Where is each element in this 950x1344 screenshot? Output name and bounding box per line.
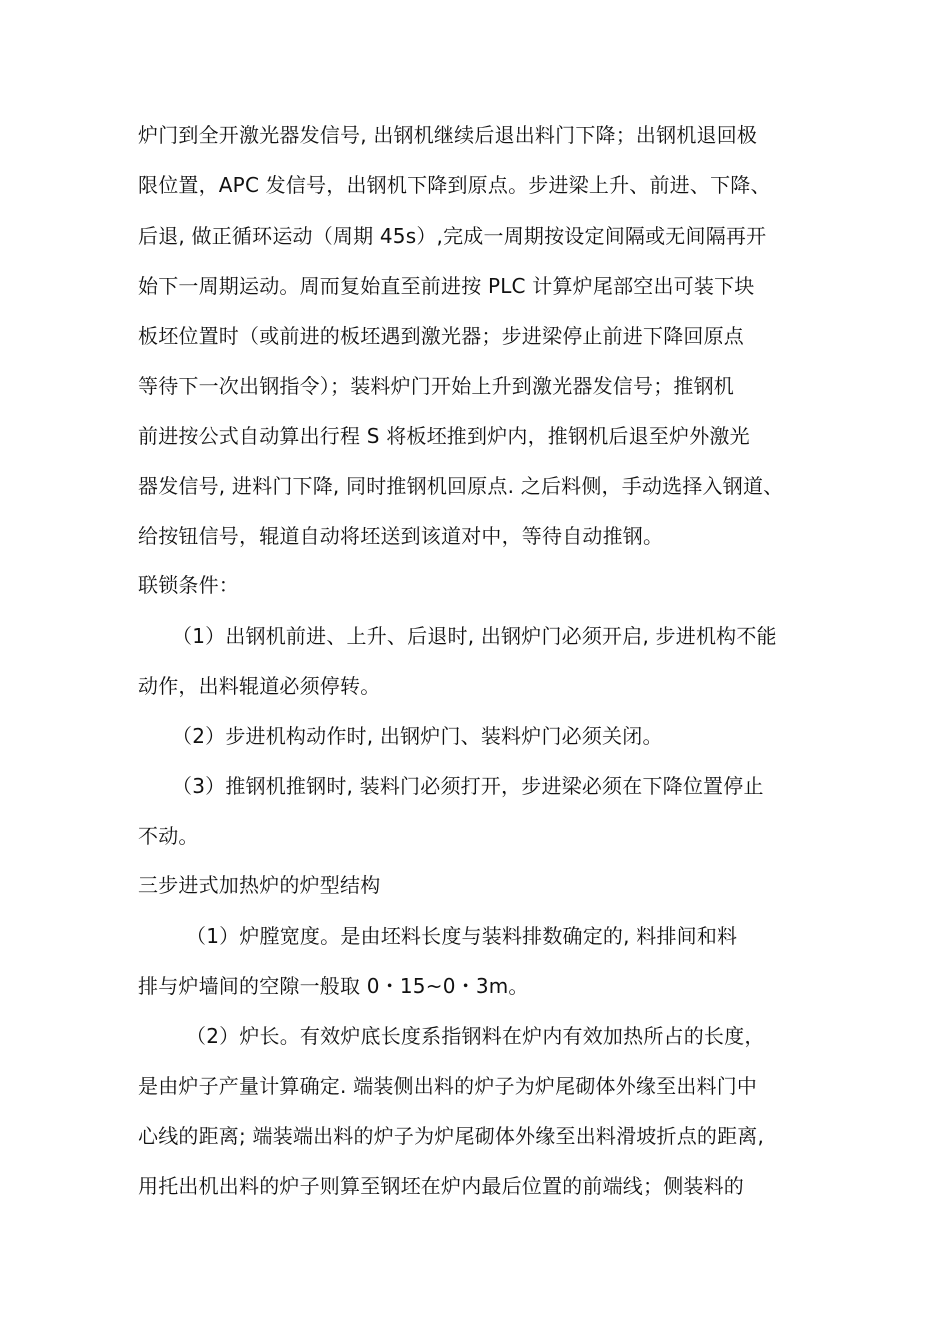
text-line: 是由炉子产量计算确定. 端装侧出料的炉子为炉尾砌体外缘至出料门中 [138,1074,758,1098]
text-line: 不动。 [138,824,199,848]
text-line: 限位置，APC 发信号，出钢机下降到原点。步进梁上升、前进、下降、 [138,173,771,197]
text-line: （2）步进机构动作时, 出钢炉门、装料炉门必须关闭。 [172,724,663,748]
text-line: 前进按公式自动算出行程 S 将板坯推到炉内，推钢机后退至炉外激光 [138,424,750,448]
text-line: （3）推钢机推钢时, 装料门必须打开，步进梁必须在下降位置停止 [172,774,764,798]
section-heading: 三步进式加热炉的炉型结构 [138,873,381,897]
text-line: 排与炉墙间的空隙一般取 0・15~0・3m。 [138,974,529,998]
text-line: 后退, 做正循环运动（周期 45s）,完成一周期按设定间隔或无间隔再开 [138,224,767,248]
text-line: （1）炉膛宽度。是由坯料长度与装料排数确定的, 料排间和料 [186,924,738,948]
text-line: 用托出机出料的炉子则算至钢坯在炉内最后位置的前端线；侧装料的 [138,1174,744,1198]
text-line: 板坯位置时（或前进的板坯遇到激光器；步进梁停止前进下降回原点 [138,324,744,348]
text-line: 器发信号, 进料门下降, 同时推钢机回原点. 之后料侧，手动选择入钢道、 [138,474,784,498]
text-line: （2）炉长。有效炉底长度系指钢料在炉内有效加热所占的长度， [186,1024,765,1048]
text-line: 动作，出料辊道必须停转。 [138,674,381,698]
text-line: 等待下一次出钢指令）；装料炉门开始上升到激光器发信号；推钢机 [138,374,734,398]
section-heading: 联锁条件： [138,573,239,597]
text-line: 给按钮信号，辊道自动将坯送到该道对中，等待自动推钢。 [138,524,664,548]
text-line: 心线的距离; 端装端出料的炉子为炉尾砌体外缘至出料滑坡折点的距离, [138,1124,765,1148]
text-line: 始下一周期运动。周而复始直至前进按 PLC 计算炉尾部空出可装下块 [138,274,755,298]
text-line: （1）出钢机前进、上升、后退时, 出钢炉门必须开启, 步进机构不能 [172,624,777,648]
text-line: 炉门到全开激光器发信号, 出钢机继续后退出料门下降；出钢机退回极 [138,123,758,147]
